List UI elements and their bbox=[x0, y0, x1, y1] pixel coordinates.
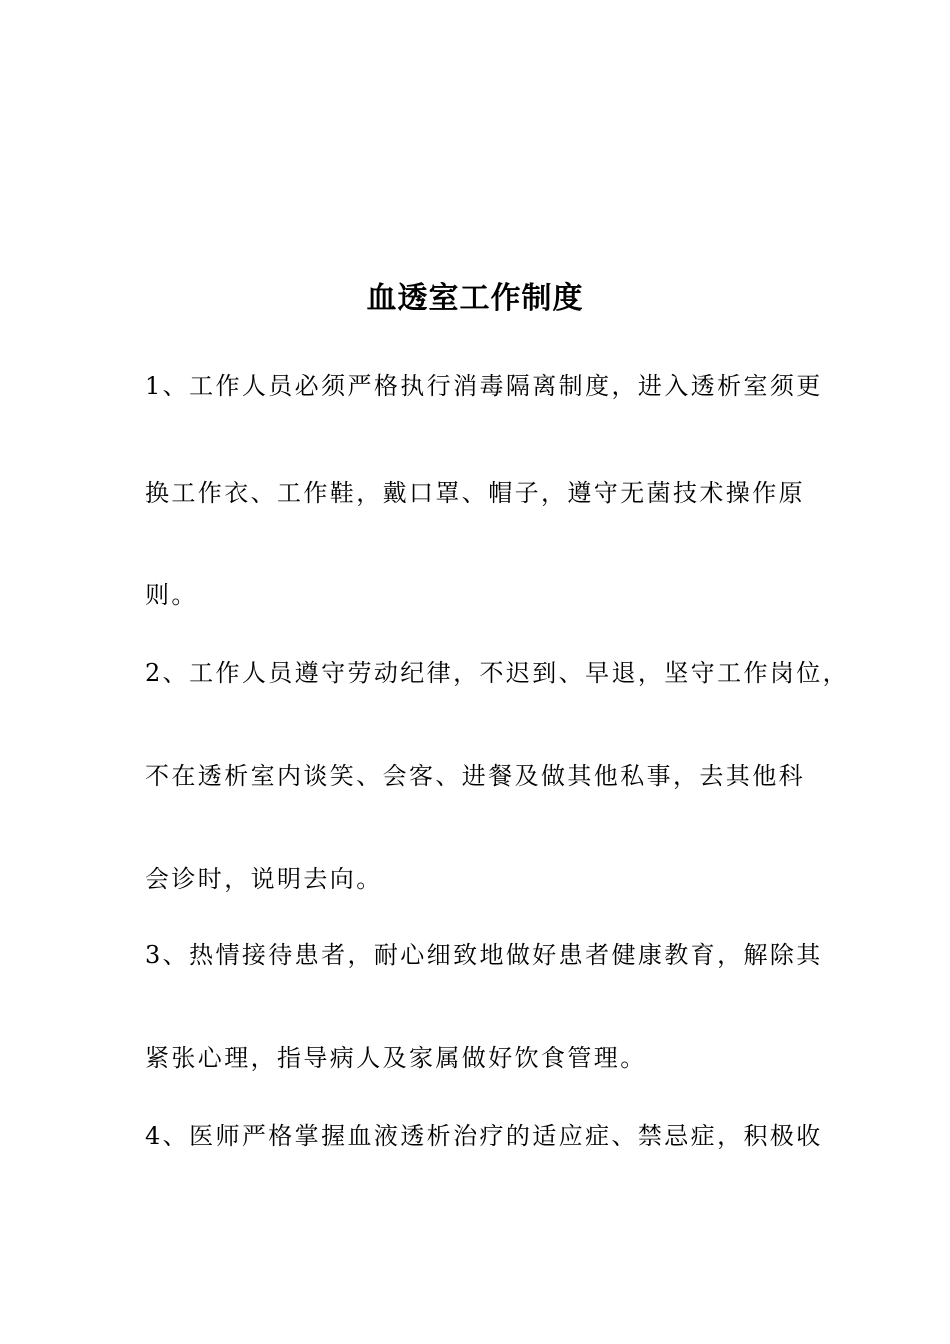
text-line: 4、医师严格掌握血液透析治疗的适应症、禁忌症，积极收 bbox=[145, 1122, 823, 1150]
text-line: 紧张心理，指导病人及家属做好饮食管理。 bbox=[145, 1044, 647, 1072]
text-line: 不在透析室内谈笑、会客、进餐及做其他私事，去其他科 bbox=[145, 762, 805, 790]
document-title: 血透室工作制度 bbox=[366, 281, 584, 316]
text-line: 换工作衣、工作鞋，戴口罩、帽子，遵守无菌技术操作原 bbox=[145, 479, 805, 507]
text-line: 3、热情接待患者，耐心细致地做好患者健康教育，解除其 bbox=[145, 941, 823, 969]
text-line: 2、工作人员遵守劳动纪律，不迟到、早退，坚守工作岗位， bbox=[145, 659, 850, 687]
text-line: 1、工作人员必须严格执行消毒隔离制度，进入透析室须更 bbox=[145, 372, 823, 400]
text-line: 会诊时，说明去向。 bbox=[145, 865, 383, 893]
text-line: 则。 bbox=[145, 581, 198, 609]
